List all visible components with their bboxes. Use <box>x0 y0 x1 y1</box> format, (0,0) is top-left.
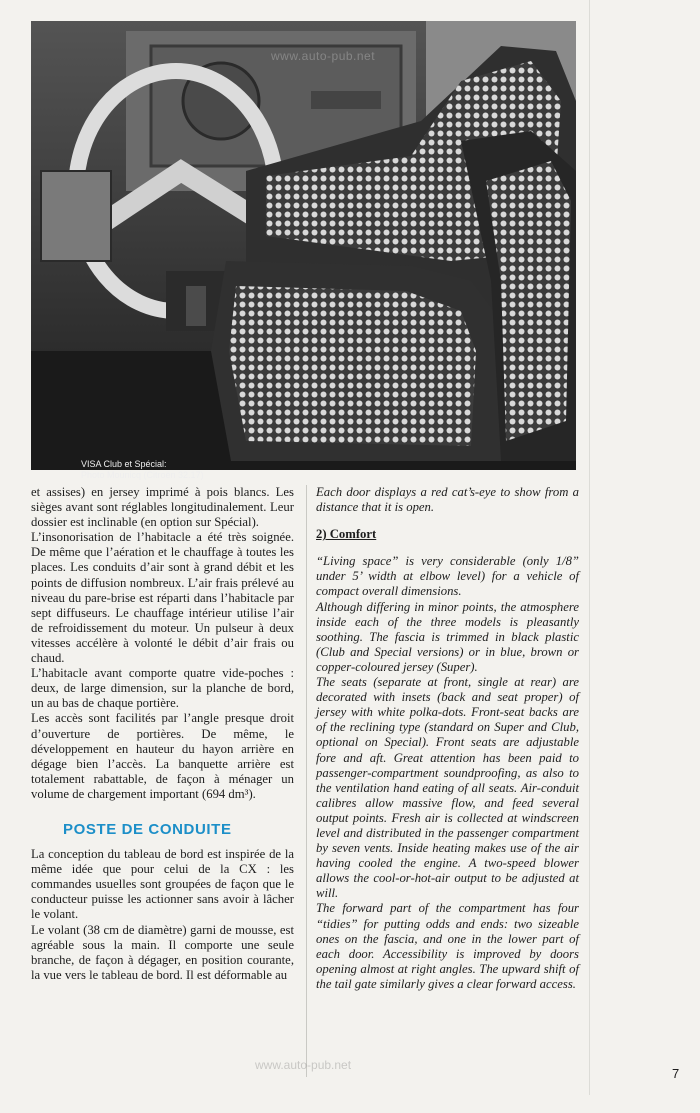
footer-watermark: www.auto-pub.net <box>255 1058 352 1072</box>
right-paragraph: The seats (separate at front, single at rear) are decorated with insets (back and seat proper) of jersey with white polka-dots. Front-seat backs are of the reclining type (standard on Super and Club, optional on Special). Front seats are adjustable fore and aft. Great attention has been paid to passenger-compartment soundproofing, as also to the ventilation hand eating of all seats. Air-conduit calibres allow massive flow, and feed several output points. Fresh air is collected at windscreen level and distributed in the passenger compartment by seven vents. Inside heating makes use of the air having cooled the engine. A two-speed blower allows the cool-or-hot-air output to be adjusted at will. <box>316 675 579 901</box>
caption-line-2: Photo Mounicq (Citroën 32.17) <box>81 470 204 480</box>
left-paragraph: La conception du tableau de bord est inspirée de la même idée que pour celui de la CX : les commandes usuelles sont groupées de façon que le conducteur puisse les actionner sans avoir à lâcher le volant. <box>31 847 294 922</box>
left-paragraph: Les accès sont facilités par l’angle presque droit d’ouverture de portières. De même, le développement en hauteur du hayon arrière en dégage bien l’accès. La banquette arrière est totalement rabattable, de façon à ménager un volume de chargement important (694 dm³). <box>31 711 294 801</box>
left-paragraph: L’insonorisation de l’habitacle a été très soignée. De même que l’aération et le chauffage à toutes les places. Les conduits d’air sont à grand débit et les points de diffusion nombreux. L’air frais prélevé au niveau du pare-brise est réparti dans l’habitacle par sept diffuseurs. Le chauffage intérieur utilise l’air de refroidissement du moteur. Un pulseur à deux vitesses accélère à volonté le débit d’air frais ou chaud. <box>31 530 294 666</box>
page-edge-line <box>589 0 590 1095</box>
comfort-subheading: 2) Comfort <box>316 527 377 542</box>
right-paragraph: “Living space” is very considerable (only 1/8” under 5’ width at elbow level) for a vehicle of compact overall dimensions. <box>316 554 579 599</box>
left-paragraph: L’habitacle avant comporte quatre vide-poches : deux, de large dimension, sur la planche de bord, un au bas de chaque portière. <box>31 666 294 711</box>
photo-caption <box>81 459 204 481</box>
right-column <box>316 485 579 992</box>
interior-photo <box>31 21 576 480</box>
right-paragraph: Although differing in minor points, the atmosphere inside each of the three models is pleasantly soothing. The fascia is trimmed in black plastic (Club and Special versions) or in blue, brown or copper-coloured jersey (Super). <box>316 599 579 674</box>
car-interior-image <box>31 21 576 470</box>
photo-watermark: www.auto-pub.net <box>271 49 376 63</box>
right-paragraph: The forward part of the compartment has four “tidies” for putting odds and ends: two sizeable ones on the fascia, and one in the lower part of each door. Accessibility is improved by doors opening almost at right angles. The upward shift of the tail gate similarly gives a clear forward access. <box>316 901 579 991</box>
section-heading: POSTE DE CONDUITE <box>63 820 232 838</box>
left-column <box>31 485 294 983</box>
page-number: 7 <box>672 1066 680 1081</box>
column-divider <box>306 485 307 1077</box>
left-paragraph: et assises) en jersey imprimé à pois blancs. Les sièges avant sont réglables longitudinalement. Leur dossier est inclinable (en option sur Spécial). <box>31 485 294 530</box>
left-paragraph: Le volant (38 cm de diamètre) garni de mousse, est agréable sous la main. Il comporte une seule branche, de façon à dégager, en position courante, la vue vers le tableau de bord. Il est déformable au <box>31 922 294 982</box>
caption-line-1: VISA Club et Spécial: <box>81 459 167 469</box>
right-intro: Each door displays a red cat’s-eye to show from a distance that it is open. <box>316 485 579 515</box>
